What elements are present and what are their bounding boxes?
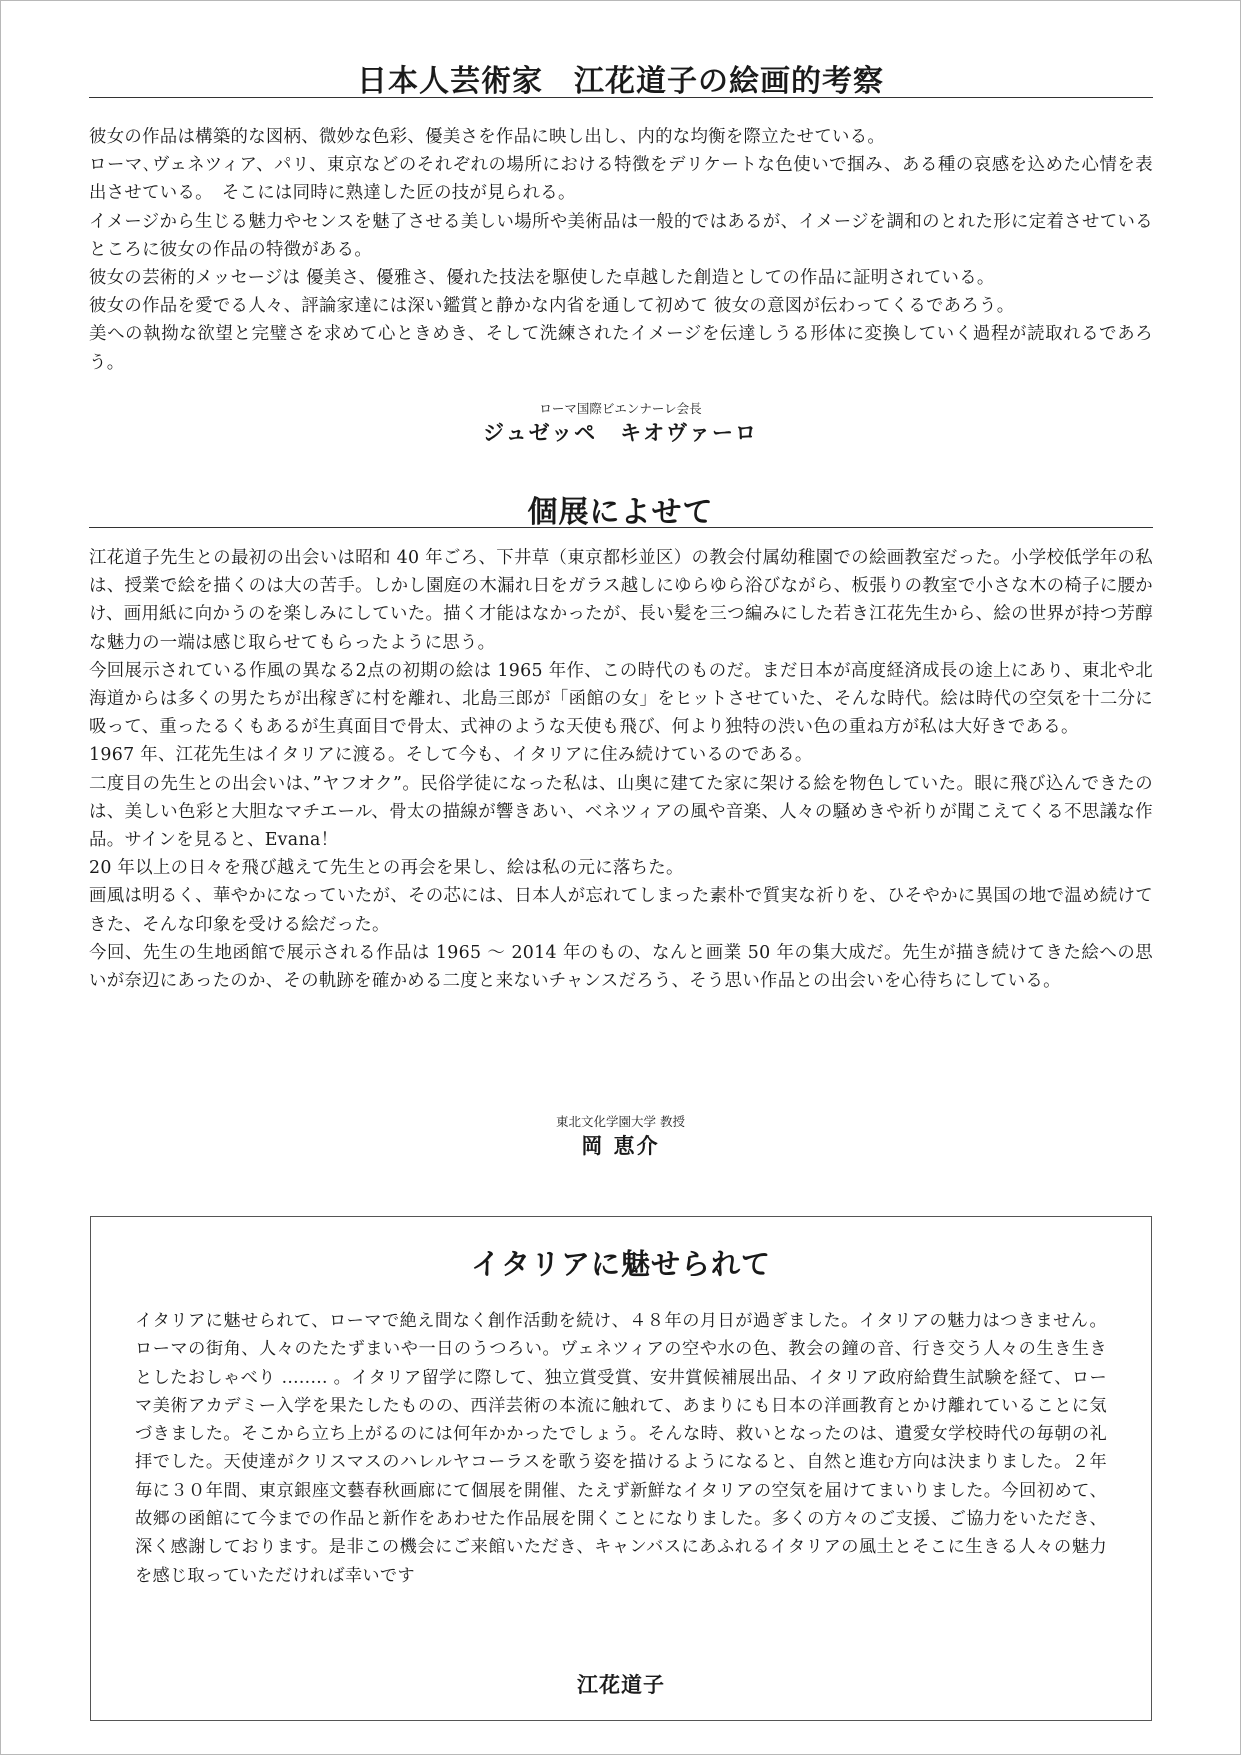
paragraph: 今回、先生の生地函館で展示される作品は 1965 ～ 2014 年のもの、なんと画業 50 年の集大成だ。先生が描き続けてきた絵への思いが奈辺にあったのか、その軌跡を確かめる二度と来ないチャンスだろう、そう思い作品との出会いを心待ちにしている。 — [89, 942, 1153, 992]
title-underline — [89, 527, 1153, 528]
paragraph: 二度目の先生との出会いは、”ヤフオク”。民俗学徒になった私は、山奥に建てた家に架ける絵を物色していた。眼に飛び込んできたのは、美しい色彩と大胆なマチエール、骨太の描線が響きあい、ベネツィアの風や音楽、人々の騒めきや祈りが聞こえてくる不思議な作品。サインを見ると、Evana！ — [89, 773, 1153, 851]
paragraph: イメージから生じる魅力やセンスを魅了させる美しい場所や美術品は一般的ではあるが、イメージを調和のとれた形に定着させているところに彼女の作品の特徴がある。 — [89, 211, 1153, 260]
paragraph: 彼女の芸術的メッセージは 優美さ、優雅さ、優れた技法を駆使した卓越した創造としての作品に証明されている。 — [89, 268, 995, 289]
paragraph: 美への執拗な欲望と完璧さを求めて心ときめき、そして洗練されたイメージを伝達しうる形体に変換していく過程が読取れるであろう。 — [89, 324, 1153, 373]
essay-title-exhibition: 個展によせて — [527, 495, 714, 530]
signature-name: 江花道子 — [577, 1672, 665, 1697]
essay-title-italy: イタリアに魅せられて — [470, 1247, 771, 1281]
paragraph: 彼女の作品は構築的な図柄、微妙な色彩、優美さを作品に映し出し、内的な均衡を際立たせている。 — [89, 127, 886, 147]
paragraph: ローマ､ヴェネツィア、パリ、東京などのそれぞれの場所における特徴をデリケートな色使いで掴み、ある種の哀感を込めた心情を表出させている。 そこには同時に熟達した匠の技が見られる。 — [89, 155, 1153, 204]
signature-name: ジュゼッペ キオヴァーロ — [483, 420, 758, 445]
essay-body-analysis — [89, 123, 1153, 377]
signature-role: ローマ国際ビエンナーレ会長 — [539, 401, 702, 416]
paragraph: 1967 年、江花先生はイタリアに渡る。そして今も、イタリアに住み続けているのである。 — [89, 745, 813, 766]
essay-body-exhibition — [89, 544, 1153, 995]
essay-title-analysis: 日本人芸術家 江花道子の絵画的考察 — [357, 64, 884, 99]
essay-body-italy — [135, 1307, 1107, 1590]
signature-role: 東北文化学園大学 教授 — [556, 1114, 685, 1129]
paragraph: 画風は明るく、華やかになっていたが、その芯には、日本人が忘れてしまった素朴で質実な祈りを、ひそやかに異国の地で温め続けてきた、そんな印象を受ける絵だった。 — [89, 886, 1153, 935]
paragraph: 江花道子先生との最初の出会いは昭和 40 年ごろ、下井草（東京都杉並区）の教会付属幼稚園での絵画教室だった。小学校低学年の私は、授業で絵を描くのは大の苦手。しかし園庭の木漏れ日をガラス越しにゆらゆら浴びながら、板張りの教室で小さな木の椅子に腰かけ、画用紙に向かうのを楽しみにしていた。描く才能はなかったが、長い髪を三つ編みにした若き江花先生から、絵の世界が持つ芳醇な魅力の一端は感じ取らせてもらったように思う。 — [89, 548, 1153, 653]
artist-statement-box — [90, 1216, 1152, 1721]
title-underline — [89, 97, 1153, 98]
paragraph: 20 年以上の日々を飛び越えて先生との再会を果し、絵は私の元に落ちた。 — [89, 858, 684, 879]
signature-name: 岡 恵介 — [581, 1133, 660, 1158]
paragraph: 彼女の作品を愛でる人々、評論家達には深い鑑賞と静かな内省を通して初めて 彼女の意図が伝わってくるであろう。 — [89, 296, 1015, 317]
paragraph: 今回展示されている作風の異なる2点の初期の絵は 1965 年作、この時代のものだ。まだ日本が高度経済成長の途上にあり、東北や北海道からは多くの男たちが出稼ぎに村を離れ、北島三郎が「函館の女」をヒットさせていた、そんな時代。絵は時代の空気を十二分に吸って、重ったるくもあるが生真面目で骨太、式神のような天使も飛び、何より独特の渋い色の重ね方が私は大好きである。 — [89, 660, 1153, 738]
paragraph: イタリアに魅せられて、ローマで絶え間なく創作活動を続け、４８年の月日が過ぎました。イタリアの魅力はつきません。ローマの街角、人々のたたずまいや一日のうつろい。ヴェネツィアの空や水の色、教会の鐘の音、行き交う人々の生き生きとしたおしゃべり ........ 。イタリア留学に際して、独立賞受賞、安井賞候補展出品、イタリア政府給費生試験を経て、ローマ美術アカデミー入学を果たしたものの、西洋芸術の本流に触れて、あまりにも日本の洋画教育とかけ離れていることに気づきました。そこから立ち上がるのには何年かかったでしょう。そんな時、救いとなったのは、遺愛女学校時代の毎朝の礼拝でした。天使達がクリスマスのハレルヤコーラスを歌う姿を描けるようになると、自然と進む方向は決まりました。２年毎に３０年間、東京銀座文藝春秋画廊にて個展を開催、たえず新鮮なイタリアの空気を届けてまいりました。今回初めて、故郷の函館にて今までの作品と新作をあわせた作品展を開くことになりました。多くの方々のご支援、ご協力をいただき、深く感謝しております。是非この機会にご来館いただき、キャンバスにあふれるイタリアの風土とそこに生きる人々の魅力を感じ取っていただければ幸いです — [135, 1311, 1107, 1586]
